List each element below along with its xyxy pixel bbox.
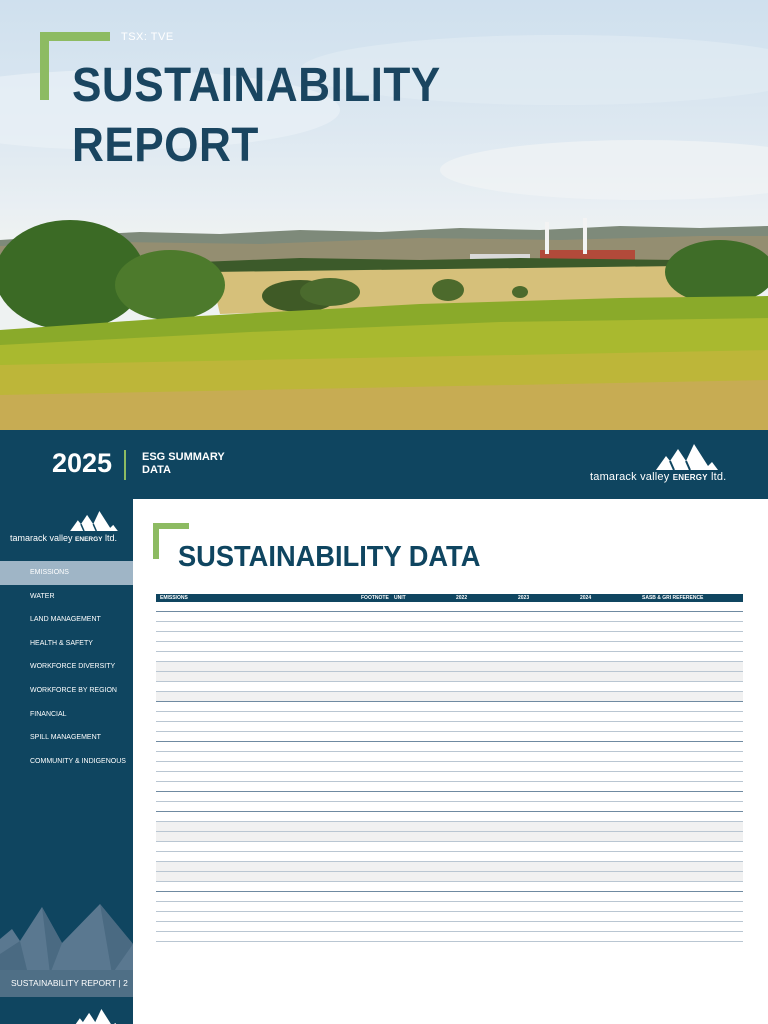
company-wordmark xyxy=(590,471,726,483)
table-row xyxy=(156,872,743,882)
company-logo xyxy=(590,444,730,488)
table-row xyxy=(156,762,743,772)
table-row xyxy=(156,912,743,922)
report-title xyxy=(72,56,441,176)
table-row xyxy=(156,612,743,622)
table-row xyxy=(156,732,743,742)
wordmark-ltd: ltd. xyxy=(105,533,118,543)
table-row xyxy=(156,642,743,652)
table-row xyxy=(156,752,743,762)
report-title-line-2: REPORT xyxy=(72,119,259,172)
mountain-decoration xyxy=(0,899,133,974)
table-row xyxy=(156,622,743,632)
sidebar xyxy=(0,499,133,1024)
sidebar-item-water[interactable]: WATER xyxy=(30,592,55,600)
table-row xyxy=(156,782,743,792)
table-row xyxy=(156,822,743,832)
table-row xyxy=(156,702,743,712)
col-header-2024: 2024 xyxy=(580,595,592,601)
emissions-table xyxy=(156,594,743,942)
sidebar-item-community-and-indigenous[interactable]: COMMUNITY & INDIGENOUS xyxy=(30,757,126,765)
mountain-logo-icon xyxy=(72,1009,120,1024)
table-row xyxy=(156,932,743,942)
sidebar-logo xyxy=(10,511,130,547)
sidebar-item-financial[interactable]: FINANCIAL xyxy=(30,710,67,718)
esg-summary-label xyxy=(142,451,225,477)
table-row xyxy=(156,892,743,902)
sidebar-wordmark xyxy=(10,533,117,543)
table-header xyxy=(156,594,743,602)
table-row xyxy=(156,832,743,842)
table-row xyxy=(156,902,743,912)
report-year: 2025 xyxy=(52,448,113,478)
col-header-2022: 2022 xyxy=(456,595,468,601)
mountain-logo-icon xyxy=(656,444,718,470)
table-row xyxy=(156,722,743,732)
sidebar-item-spill-management[interactable]: SPILL MANAGEMENT xyxy=(30,734,101,742)
mountain-logo-icon xyxy=(68,511,120,531)
table-row xyxy=(156,792,743,802)
col-header-2023: 2023 xyxy=(518,595,530,601)
table-row xyxy=(156,772,743,782)
page-footer: SUSTAINABILITY REPORT | 2 xyxy=(0,970,133,997)
sidebar-item-land-management[interactable]: LAND MANAGEMENT xyxy=(30,616,101,624)
table-row xyxy=(156,652,743,662)
esg-summary-line-1: ESG SUMMARY xyxy=(142,451,225,463)
main-content xyxy=(133,499,768,1024)
table-row xyxy=(156,692,743,702)
table-row xyxy=(156,862,743,872)
col-header-reference: SASB & GRI REFERENCE xyxy=(642,595,704,601)
section-title: SUSTAINABILITY DATA xyxy=(178,541,481,573)
table-row xyxy=(156,712,743,722)
table-row xyxy=(156,672,743,682)
hero-banner xyxy=(0,0,768,430)
table-row xyxy=(156,852,743,862)
wordmark-name: tamarack valley xyxy=(10,533,73,543)
sidebar-item-workforce-diversity[interactable]: WORKFORCE DIVERSITY xyxy=(30,663,116,671)
wordmark-name: tamarack valley xyxy=(590,471,670,483)
band-divider xyxy=(124,450,126,480)
table-row xyxy=(156,602,743,612)
table-row xyxy=(156,882,743,892)
wordmark-energy: ENERGY xyxy=(672,473,708,482)
year-band xyxy=(0,430,768,499)
sidebar-item-workforce-by-region[interactable]: WORKFORCE BY REGION xyxy=(30,686,117,694)
table-row xyxy=(156,632,743,642)
col-header-footnote: FOOTNOTE xyxy=(361,595,389,601)
esg-summary-line-2: DATA xyxy=(142,464,171,476)
col-header-emissions: EMISSIONS xyxy=(160,595,188,601)
wordmark-energy: ENERGY xyxy=(75,536,103,543)
sidebar-nav xyxy=(0,561,133,773)
wordmark-ltd: ltd. xyxy=(710,471,727,483)
ticker-symbol: TSX: TVE xyxy=(121,31,174,43)
table-row xyxy=(156,682,743,692)
table-row xyxy=(156,662,743,672)
sidebar-item-emissions[interactable]: EMISSIONS xyxy=(0,561,133,585)
table-row xyxy=(156,742,743,752)
table-row xyxy=(156,812,743,822)
table-row xyxy=(156,802,743,812)
table-row xyxy=(156,842,743,852)
table-row xyxy=(156,922,743,932)
col-header-unit: UNIT xyxy=(394,595,406,601)
table-body xyxy=(156,602,743,942)
report-title-line-1: SUSTAINABILITY xyxy=(72,59,441,112)
sidebar-item-health-and-safety[interactable]: HEALTH & SAFETY xyxy=(30,639,93,647)
